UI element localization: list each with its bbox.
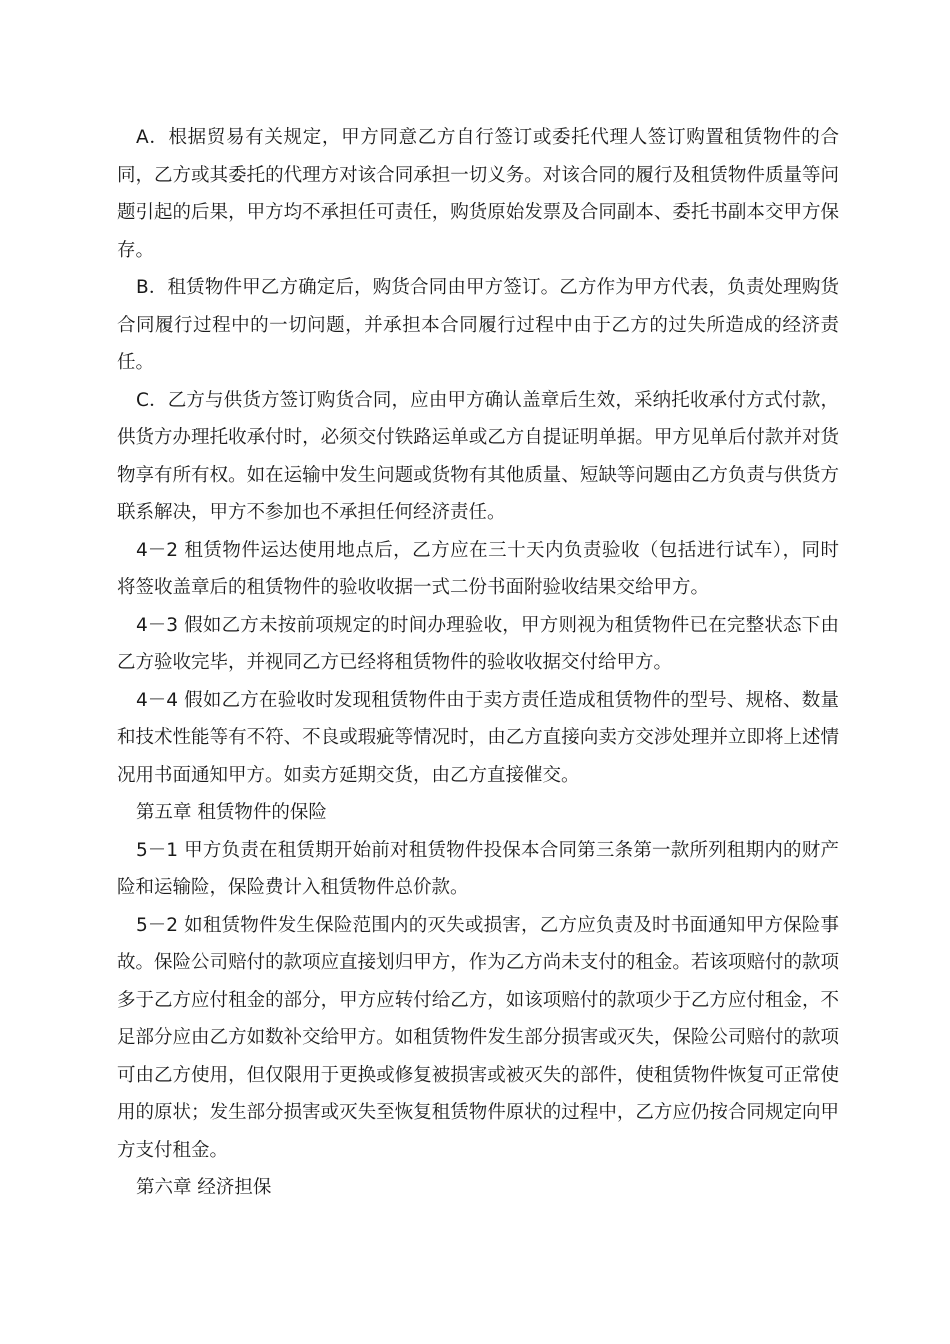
paragraph-4-3: 4－3 假如乙方未按前项规定的时间办理验收，甲方则视为租赁物件已在完整状态下由乙方验收完毕，并视同乙方已经将租赁物件的验收收据交付给甲方。 xyxy=(117,614,839,673)
paragraph-5-1: 5－1 甲方负责在租赁期开始前对租赁物件投保本合同第三条第一款所列租期内的财产险和运输险，保险费计入租赁物件总价款。 xyxy=(117,839,839,898)
paragraph-5-2: 5－2 如租赁物件发生保险范围内的灭失或损害，乙方应负责及时书面通知甲方保险事故。保险公司赔付的款项应直接划归甲方，作为乙方尚未支付的租金。若该项赔付的款项多于乙方应付租金的部分，甲方应转付给乙方，如该项赔付的款项少于乙方应付租金，不足部分应由乙方如数补交给甲方。如租赁物件发生部分损害或灭失，保险公司赔付的款项可由乙方使用，但仅限用于更换或修复被损害或被灭失的部件，使租赁物件恢复可正常使用的原状；发生部分损害或灭失至恢复租赁物件原状的过程中，乙方应仍按合同规定向甲方支付租金。 xyxy=(117,914,839,1161)
paragraph-4-4: 4－4 假如乙方在验收时发现租赁物件由于卖方责任造成租赁物件的型号、规格、数量和技术性能等有不符、不良或瑕疵等情况时，由乙方直接向卖方交涉处理并立即将上述情况用书面通知甲方。如卖方延期交货，由乙方直接催交。 xyxy=(117,689,839,786)
document-body xyxy=(117,119,839,1207)
paragraph-clause-a: A．根据贸易有关规定，甲方同意乙方自行签订或委托代理人签订购置租赁物件的合同，乙方或其委托的代理方对该合同承担一切义务。对该合同的履行及租赁物件质量等问题引起的后果，甲方均不承担任可责任，购货原始发票及合同副本、委托书副本交甲方保存。 xyxy=(117,127,839,261)
paragraph-4-2: 4－2 租赁物件运达使用地点后，乙方应在三十天内负责验收（包括进行试车），同时将签收盖章后的租赁物件的验收收据一式二份书面附验收结果交给甲方。 xyxy=(117,539,839,598)
chapter-5-heading: 第五章 租赁物件的保险 xyxy=(136,802,327,823)
chapter-6-heading: 第六章 经济担保 xyxy=(136,1177,272,1198)
paragraph-clause-b: B．租赁物件甲乙方确定后，购货合同由甲方签订。乙方作为甲方代表，负责处理购货合同履行过程中的一切问题，并承担本合同履行过程中由于乙方的过失所造成的经济责任。 xyxy=(117,277,839,373)
paragraph-clause-c: C．乙方与供货方签订购货合同，应由甲方确认盖章后生效，采纳托收承付方式付款，供货方办理托收承付时，必须交付铁路运单或乙方自提证明单据。甲方见单后付款并对货物享有所有权。如在运输中发生问题或货物有其他质量、短缺等问题由乙方负责与供货方联系解决，甲方不参加也不承担任何经济责任。 xyxy=(117,389,839,523)
